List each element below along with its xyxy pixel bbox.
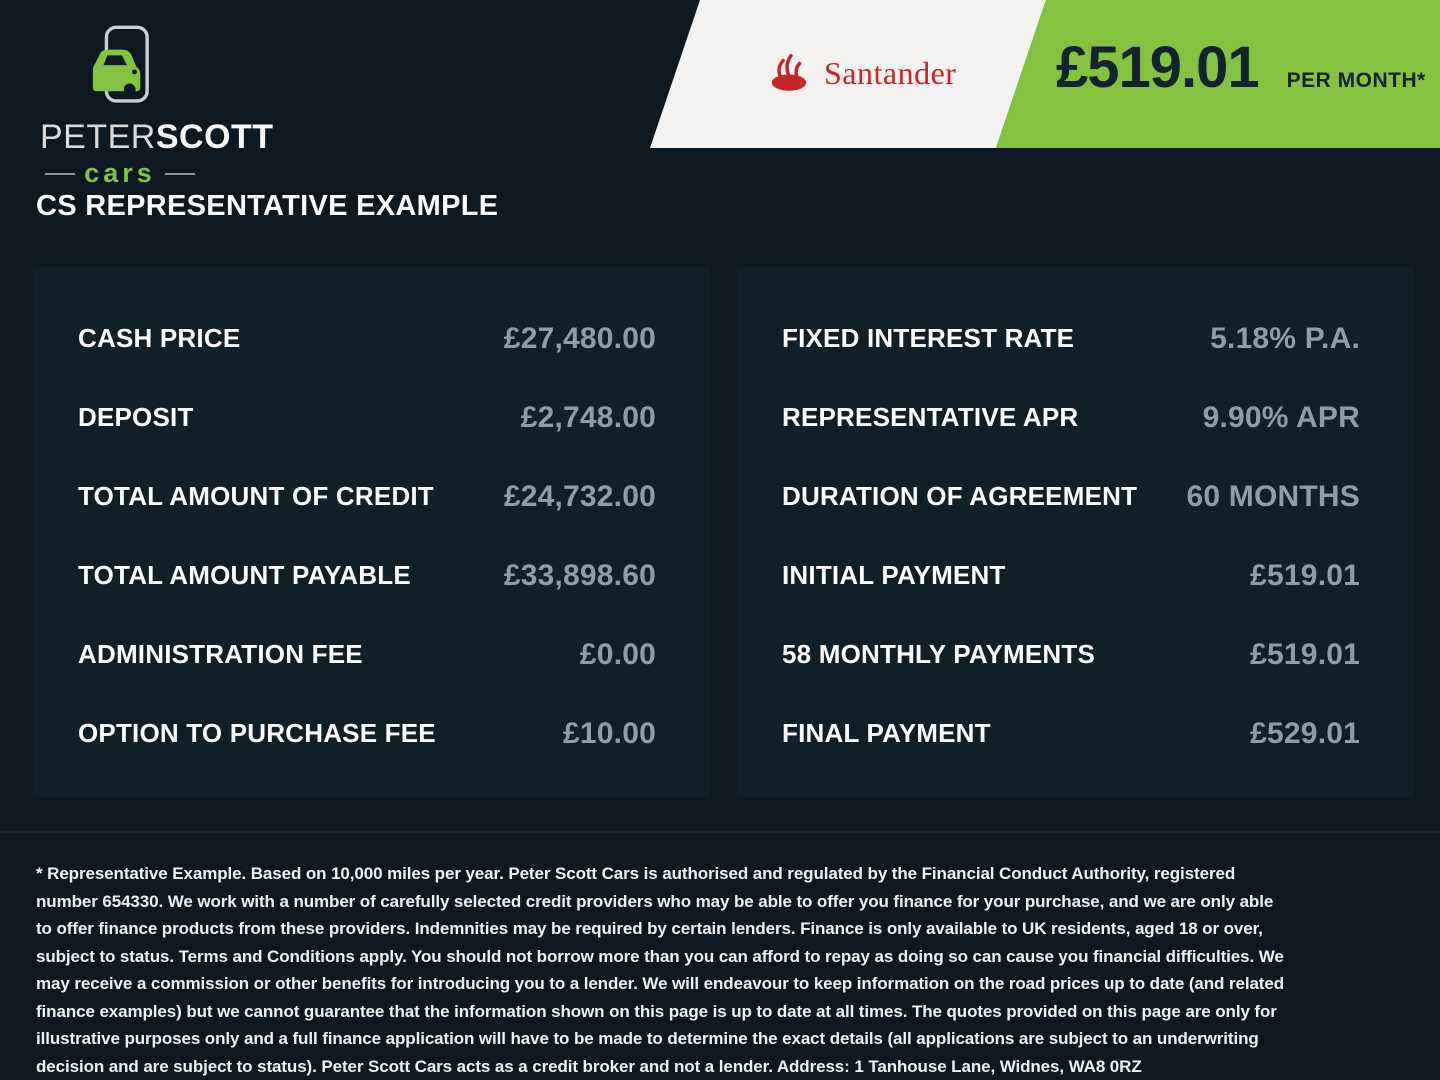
table-row <box>782 457 1360 536</box>
finance-label: DURATION OF AGREEMENT <box>782 481 1138 511</box>
finance-label: FIXED INTEREST RATE <box>782 323 1075 353</box>
finance-label: ADMINISTRATION FEE <box>78 639 363 669</box>
table-row <box>782 299 1360 378</box>
page-title: CS REPRESENTATIVE EXAMPLE <box>36 190 499 222</box>
finance-value: £24,732.00 <box>503 479 656 513</box>
finance-value: £27,480.00 <box>503 321 656 355</box>
table-row <box>78 615 656 694</box>
peter-scott-cars-logo <box>40 22 274 189</box>
table-row <box>78 299 656 378</box>
finance-label: FINAL PAYMENT <box>782 718 991 748</box>
finance-value: £33,898.60 <box>503 558 656 592</box>
finance-panel-left <box>33 267 710 797</box>
finance-value: £529.01 <box>1250 716 1360 750</box>
finance-value: £519.01 <box>1250 558 1360 592</box>
finance-label: TOTAL AMOUNT PAYABLE <box>78 560 411 590</box>
finance-value: £519.01 <box>1250 637 1360 671</box>
santander-flame-icon <box>766 52 812 94</box>
finance-value: £10.00 <box>563 716 656 750</box>
table-row <box>782 378 1360 457</box>
car-icon <box>89 22 151 114</box>
finance-panel-right <box>737 267 1414 797</box>
santander-wordmark: Santander <box>824 54 957 91</box>
table-row <box>78 457 656 536</box>
finance-value: 9.90% APR <box>1202 400 1360 434</box>
finance-label: CASH PRICE <box>78 323 241 353</box>
finance-label: INITIAL PAYMENT <box>782 560 1006 590</box>
disclaimer-text: * Representative Example. Based on 10,000 miles per year. Peter Scott Cars is authorised and regulated by the Financial Conduct Authority, registered number 654330. We work with a number of carefully selected credit providers who may be able to offer you finance for your purchase, and we are only able to offer finance products from these providers. Indemnities may be required by certain lenders. Finance is only available to UK residents, aged 18 or over, subject to status. Terms and Conditions apply. You should not borrow more than you can afford to repay as doing so can cause you financial difficulties. We may receive a commission or other benefits for introducing you to a lender. We will endeavour to keep information on the road prices up to date (and related finance examples) but we cannot guarantee that the information shown on this page is up to date at all times. The quotes provided on this page are only for illustrative purposes only and a full finance application will have to be made to determine the exact details (all applications are subject to an underwriting decision and are subject to status). Peter Scott Cars acts as a credit broker and not a lender. Address: 1 Tanhouse Lane, Widnes, WA8 0RZ <box>36 864 1284 1076</box>
footer-divider <box>0 831 1440 833</box>
finance-label: DEPOSIT <box>78 402 194 432</box>
price-suffix: PER MONTH* <box>1286 69 1426 92</box>
tagline-right-line <box>165 173 195 175</box>
finance-value: £2,748.00 <box>520 400 656 434</box>
santander-logo <box>766 52 956 94</box>
table-row <box>782 615 1360 694</box>
finance-value: 5.18% P.A. <box>1210 321 1360 355</box>
table-row <box>78 536 656 615</box>
table-row <box>782 694 1360 773</box>
price-amount: £519.01 <box>1056 35 1259 100</box>
finance-label: 58 MONTHLY PAYMENTS <box>782 639 1095 669</box>
tagline-word: cars <box>84 158 156 188</box>
logo-name-thin: PETER <box>40 118 156 156</box>
logo-name-bold: SCOTT <box>155 118 274 156</box>
table-row <box>782 536 1360 615</box>
logo-name <box>40 118 274 157</box>
tagline-left-line <box>45 173 75 175</box>
finance-label: REPRESENTATIVE APR <box>782 402 1079 432</box>
header <box>0 0 1440 188</box>
table-row <box>78 694 656 773</box>
finance-value: £0.00 <box>579 637 656 671</box>
finance-label: OPTION TO PURCHASE FEE <box>78 718 436 748</box>
finance-value: 60 MONTHS <box>1186 479 1360 513</box>
table-row <box>78 378 656 457</box>
monthly-price <box>1056 34 1426 101</box>
finance-label: TOTAL AMOUNT OF CREDIT <box>78 481 434 511</box>
logo-tagline <box>40 158 200 189</box>
